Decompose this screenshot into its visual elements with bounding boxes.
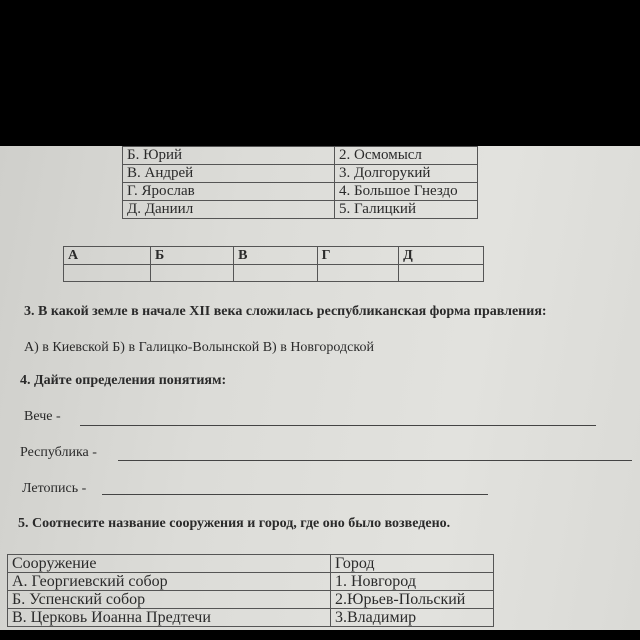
table-row bbox=[123, 147, 478, 165]
buildings-table bbox=[7, 554, 494, 627]
answer-line-republic[interactable] bbox=[118, 460, 632, 461]
answer-line-chronicle[interactable] bbox=[102, 494, 488, 495]
answer-line-veche[interactable] bbox=[80, 425, 596, 426]
table-row bbox=[123, 183, 478, 201]
header-cell: В bbox=[234, 247, 317, 265]
answer-cell[interactable] bbox=[317, 265, 399, 282]
bottom-black-band bbox=[0, 630, 640, 640]
table-row bbox=[123, 201, 478, 219]
cell: Д. Даниил bbox=[123, 201, 335, 219]
table-header-row bbox=[8, 555, 494, 573]
header-cell: А bbox=[64, 247, 151, 265]
cell: 1. Новгород bbox=[331, 573, 494, 591]
cell: В. Андрей bbox=[123, 165, 335, 183]
answer-row bbox=[64, 265, 484, 282]
answer-cell[interactable] bbox=[151, 265, 234, 282]
cell: Б. Юрий bbox=[123, 147, 335, 165]
cell: 3.Владимир bbox=[331, 609, 494, 627]
header-cell: Сооружение bbox=[8, 555, 331, 573]
cell: В. Церковь Иоанна Предтечи bbox=[8, 609, 331, 627]
answer-cell[interactable] bbox=[64, 265, 151, 282]
cell: 4. Большое Гнездо bbox=[335, 183, 478, 201]
question-3-options: А) в Киевской Б) в Галицко-Волынской В) в Новгородской bbox=[24, 340, 374, 355]
cell: Г. Ярослав bbox=[123, 183, 335, 201]
table-row bbox=[123, 165, 478, 183]
cell: 2. Осмомысл bbox=[335, 147, 478, 165]
term-chronicle: Летопись - bbox=[22, 481, 87, 496]
table-row bbox=[8, 573, 494, 591]
answer-cell[interactable] bbox=[399, 265, 484, 282]
rulers-table bbox=[122, 146, 478, 219]
term-republic: Республика - bbox=[20, 445, 97, 460]
question-3-title: 3. В какой земле в начале XII века сложилась республиканская форма правления: bbox=[24, 304, 547, 319]
table-row bbox=[8, 591, 494, 609]
cell: 5. Галицкий bbox=[335, 201, 478, 219]
header-cell: Г bbox=[317, 247, 399, 265]
header-cell: Д bbox=[399, 247, 484, 265]
cell: 3. Долгорукий bbox=[335, 165, 478, 183]
table-row bbox=[8, 609, 494, 627]
answer-table bbox=[63, 246, 484, 282]
answer-cell[interactable] bbox=[234, 265, 317, 282]
cell: Б. Успенский собор bbox=[8, 591, 331, 609]
answer-header-row bbox=[64, 247, 484, 265]
question-4-title: 4. Дайте определения понятиям: bbox=[20, 373, 227, 388]
header-cell: Б bbox=[151, 247, 234, 265]
header-cell: Город bbox=[331, 555, 494, 573]
question-5-title: 5. Соотнесите название сооружения и город, где оно было возведено. bbox=[18, 516, 451, 531]
cell: А. Георгиевский собор bbox=[8, 573, 331, 591]
term-veche: Вече - bbox=[24, 409, 61, 424]
cell: 2.Юрьев-Польский bbox=[331, 591, 494, 609]
